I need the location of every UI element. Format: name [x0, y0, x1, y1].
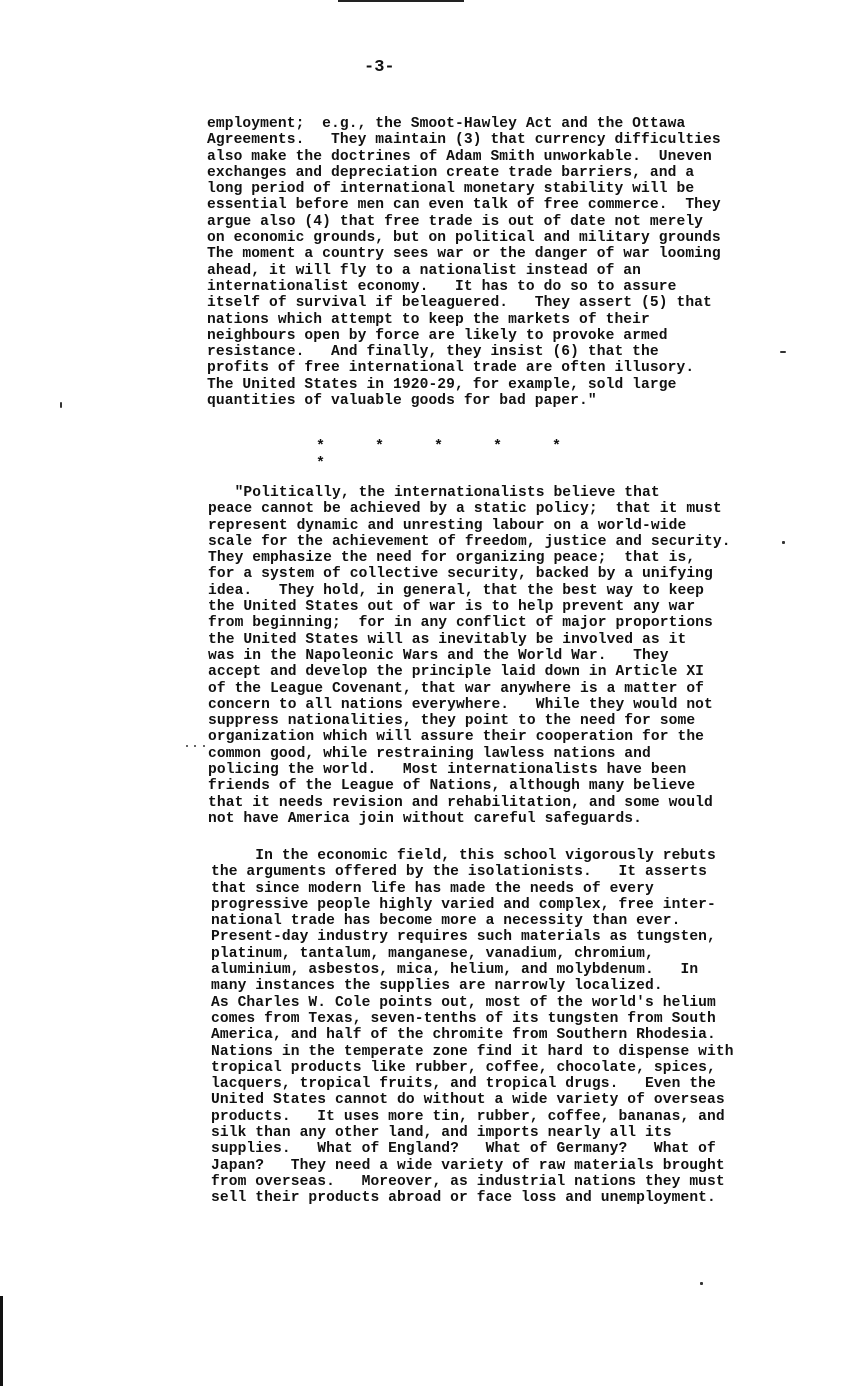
text-line: Japan? They need a wide variety of raw materials brought [211, 1157, 725, 1174]
text-line: internationalist economy. It has to do so to assure [207, 278, 677, 295]
text-line: lacquers, tropical fruits, and tropical drugs. Even the [211, 1076, 716, 1093]
text-line: United States cannot do without a wide variety of overseas [211, 1092, 725, 1109]
text-line: "Politically, the internationalists believe that [208, 485, 660, 501]
text-line: from beginning; for in any conflict of major proportions [208, 615, 713, 632]
text-line: itself of survival if beleaguered. They assert (5) that [207, 295, 712, 312]
text-line: progressive people highly varied and complex, free inter- [211, 896, 716, 913]
text-line: policing the world. Most internationalists have been [208, 762, 687, 779]
text-line: Agreements. They maintain (3) that currency difficulties [207, 132, 721, 149]
text-line: on economic grounds, but on political and military grounds [207, 230, 721, 247]
text-line: for a system of collective security, backed by a unifying [208, 566, 713, 583]
paragraph-internationalist-politics [208, 485, 731, 827]
text-line: supplies. What of England? What of Germany? What of [211, 1141, 716, 1158]
text-line: of the League Covenant, that war anywhere is a matter of [208, 680, 705, 697]
text-line: quantities of valuable goods for bad paper." [207, 393, 597, 410]
text-line: also make the doctrines of Adam Smith unworkable. Uneven [207, 148, 712, 165]
text-line: Nations in the temperate zone find it hard to dispense with [211, 1043, 734, 1060]
paragraph-internationalist-economics [211, 848, 734, 1207]
text-line: that it needs revision and rehabilitation, and some would [208, 794, 713, 811]
text-line: sell their products abroad or face loss and unemployment. [211, 1190, 716, 1207]
text-line: the arguments offered by the isolationists. It asserts [211, 864, 708, 881]
text-line: They emphasize the need for organizing peace; that is, [208, 550, 696, 567]
text-line: from overseas. Moreover, as industrial nations they must [211, 1173, 725, 1190]
text-line: many instances the supplies are narrowly localized. [211, 978, 663, 995]
top-rule [338, 0, 464, 2]
text-line: long period of international monetary stability will be [207, 181, 695, 198]
section-separator [316, 438, 636, 472]
text-line: exchanges and depreciation create trade barriers, and a [207, 164, 695, 181]
paragraph-isolationist-arguments [207, 116, 721, 409]
text-line: represent dynamic and unresting labour on a world-wide [208, 517, 687, 534]
text-line: was in the Napoleonic Wars and the World War. They [208, 647, 669, 664]
page-number: -3- [364, 58, 395, 77]
text-line: Present-day industry requires such materials as tungsten, [211, 929, 716, 946]
text-line: the United States out of war is to help prevent any war [208, 599, 696, 616]
separator-asterisk: * [375, 438, 385, 455]
text-line: profits of free international trade are often illusory. [207, 360, 695, 377]
text-line: concern to all nations everywhere. While they would not [208, 696, 713, 713]
text-line: organization which will assure their cooperation for the [208, 729, 705, 746]
text-line: products. It uses more tin, rubber, coffee, bananas, and [211, 1108, 725, 1125]
text-line: As Charles W. Cole points out, most of the world's helium [211, 994, 716, 1011]
separator-asterisk: * [493, 438, 503, 455]
text-line: national trade has become more a necessity than ever. [211, 913, 681, 930]
text-line: platinum, tantalum, manganese, vanadium, chromium, [211, 945, 654, 962]
text-line: aluminium, asbestos, mica, helium, and molybdenum. In [211, 962, 699, 979]
text-line: scale for the achievement of freedom, justice and security. [208, 533, 731, 550]
text-line: argue also (4) that free trade is out of date not merely [207, 213, 704, 230]
text-line: tropical products like rubber, coffee, chocolate, spices, [211, 1059, 716, 1076]
text-line: ahead, it will fly to a nationalist instead of an [207, 262, 642, 279]
text-line: In the economic field, this school vigorously rebuts [211, 848, 716, 864]
text-line: essential before men can even talk of free commerce. They [207, 197, 721, 214]
text-line: idea. They hold, in general, that the best way to keep [208, 582, 705, 599]
separator-asterisk: * [552, 438, 562, 455]
text-line: peace cannot be achieved by a static policy; that it must [208, 501, 722, 518]
text-line: The moment a country sees war or the danger of war looming [207, 246, 721, 263]
text-line: not have America join without careful safeguards. [208, 810, 643, 827]
separator-asterisk: * [434, 438, 444, 455]
text-line: accept and develop the principle laid down in Article XI [208, 664, 705, 681]
text-line: comes from Texas, seven-tenths of its tungsten from South [211, 1010, 716, 1027]
text-line: the United States will as inevitably be involved as it [208, 631, 687, 648]
text-line: employment; e.g., the Smoot-Hawley Act and the Ottawa [207, 116, 686, 132]
separator-asterisk: * [316, 455, 326, 472]
text-line: resistance. And finally, they insist (6) that the [207, 344, 659, 361]
text-line: that since modern life has made the needs of every [211, 880, 654, 897]
text-line: suppress nationalities, they point to the need for some [208, 713, 696, 730]
scan-edge-mark [0, 1296, 3, 1386]
text-line: nations which attempt to keep the markets of their [207, 311, 650, 328]
text-line: common good, while restraining lawless nations and [208, 745, 651, 762]
separator-asterisk: * [316, 438, 326, 455]
text-line: silk than any other land, and imports nearly all its [211, 1125, 672, 1142]
text-line: America, and half of the chromite from Southern Rhodesia. [211, 1027, 716, 1044]
text-line: neighbours open by force are likely to provoke armed [207, 327, 668, 344]
text-line: The United States in 1920-29, for example, sold large [207, 376, 677, 393]
text-line: friends of the League of Nations, although many believe [208, 778, 696, 795]
